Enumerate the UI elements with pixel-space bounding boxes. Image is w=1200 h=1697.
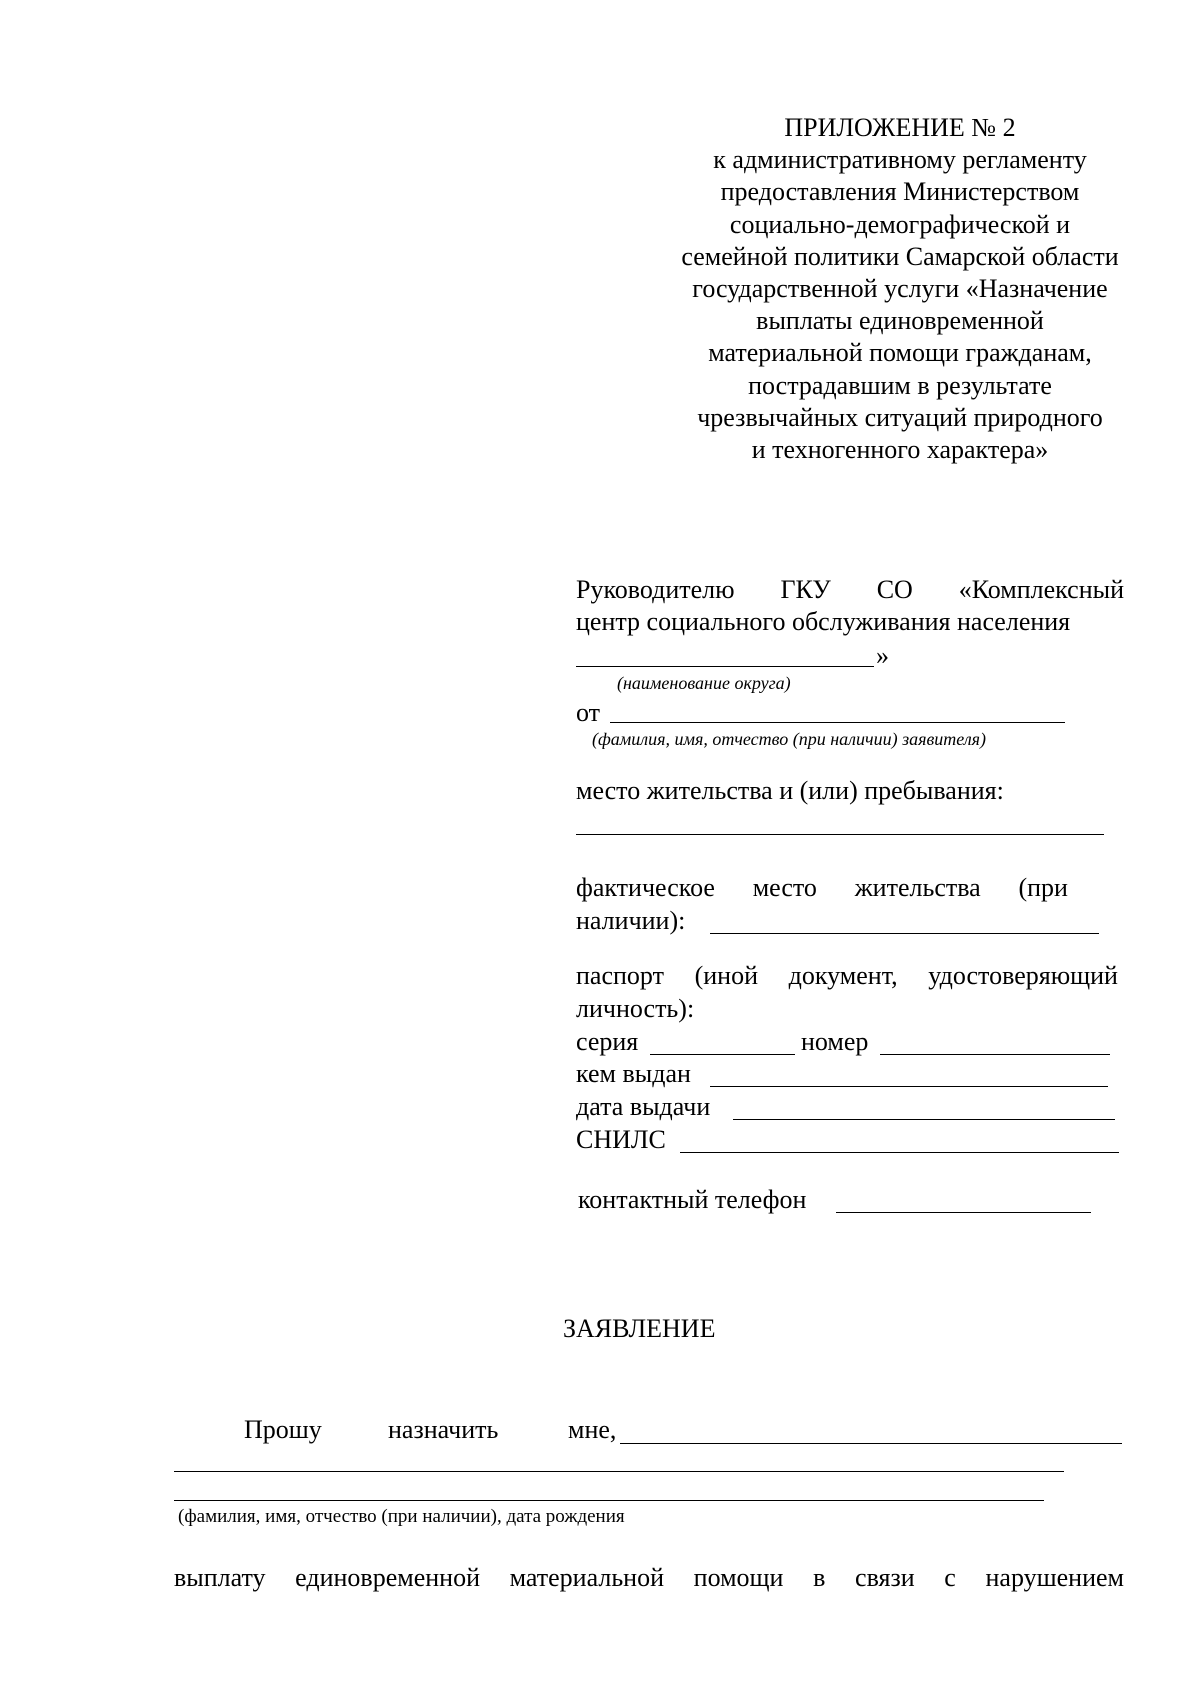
request-word: мне, [568, 1415, 617, 1444]
issued-by-label: кем выдан [576, 1059, 691, 1088]
applicant-name-field[interactable] [610, 722, 1065, 723]
appendix-line: государственной услуги «Назначение [692, 274, 1108, 304]
number-field[interactable] [880, 1054, 1110, 1055]
issued-by-field[interactable] [710, 1086, 1108, 1087]
passport-line-1: паспорт (иной документ, удостоверяющий [576, 961, 1118, 990]
appendix-line: материальной помощи гражданам, [708, 338, 1092, 368]
applicant-field-line-3[interactable] [174, 1500, 1044, 1501]
issue-date-label: дата выдачи [576, 1092, 711, 1121]
addressee-line-1: Руководителю ГКУ СО «Комплексный [576, 575, 1124, 604]
passport-line-2: личность): [576, 994, 695, 1023]
appendix-line: семейной политики Самарской области [681, 241, 1119, 271]
series-field[interactable] [650, 1054, 795, 1055]
appendix-line: пострадавшим в результате [748, 370, 1052, 400]
actual-residence-field[interactable] [710, 933, 1099, 934]
snils-label: СНИЛС [576, 1125, 666, 1154]
request-word: Прошу [244, 1415, 322, 1444]
series-label: серия [576, 1027, 639, 1056]
close-quote: » [876, 641, 889, 670]
appendix-line: и техногенного характера» [751, 435, 1049, 465]
appendix-line: выплаты единовременной [756, 306, 1044, 336]
request-word: назначить [388, 1415, 499, 1444]
snils-field[interactable] [680, 1152, 1119, 1153]
residence-field[interactable] [576, 834, 1104, 835]
residence-label: место жительства и (или) пребывания: [576, 776, 1004, 805]
actual-residence-label: наличии): [576, 906, 686, 935]
appendix-line: чрезвычайных ситуаций природного [697, 402, 1103, 432]
actual-residence-line-1: фактическое место жительства (при [576, 873, 1068, 902]
number-label: номер [801, 1027, 869, 1056]
appendix-line: социально-демографической и [729, 209, 1071, 239]
phone-label: контактный телефон [578, 1185, 807, 1214]
from-label: от [576, 698, 601, 727]
statement-title: ЗАЯВЛЕНИЕ [563, 1314, 716, 1343]
appendix-line: ПРИЛОЖЕНИЕ № 2 [784, 113, 1016, 142]
district-field[interactable] [576, 666, 874, 667]
name-birth-hint: (фамилия, имя, отчество (при наличии), дата рождения [178, 1506, 625, 1527]
addressee-line-2: центр социального обслуживания населения [576, 607, 1071, 636]
applicant-field-line-1[interactable] [620, 1443, 1122, 1444]
issue-date-field[interactable] [733, 1119, 1115, 1120]
applicant-hint: (фамилия, имя, отчество (при наличии) заявителя) [592, 729, 987, 749]
district-hint: (наименование округа) [617, 673, 791, 693]
applicant-field-line-2[interactable] [174, 1471, 1064, 1472]
statement-body-line: выплату единовременной материальной помощи в связи с нарушением [174, 1563, 1124, 1592]
appendix-line: предоставления Министерством [720, 177, 1080, 207]
appendix-line: к административному регламенту [713, 145, 1087, 175]
phone-field[interactable] [836, 1212, 1091, 1213]
appendix-header [600, 112, 1200, 466]
